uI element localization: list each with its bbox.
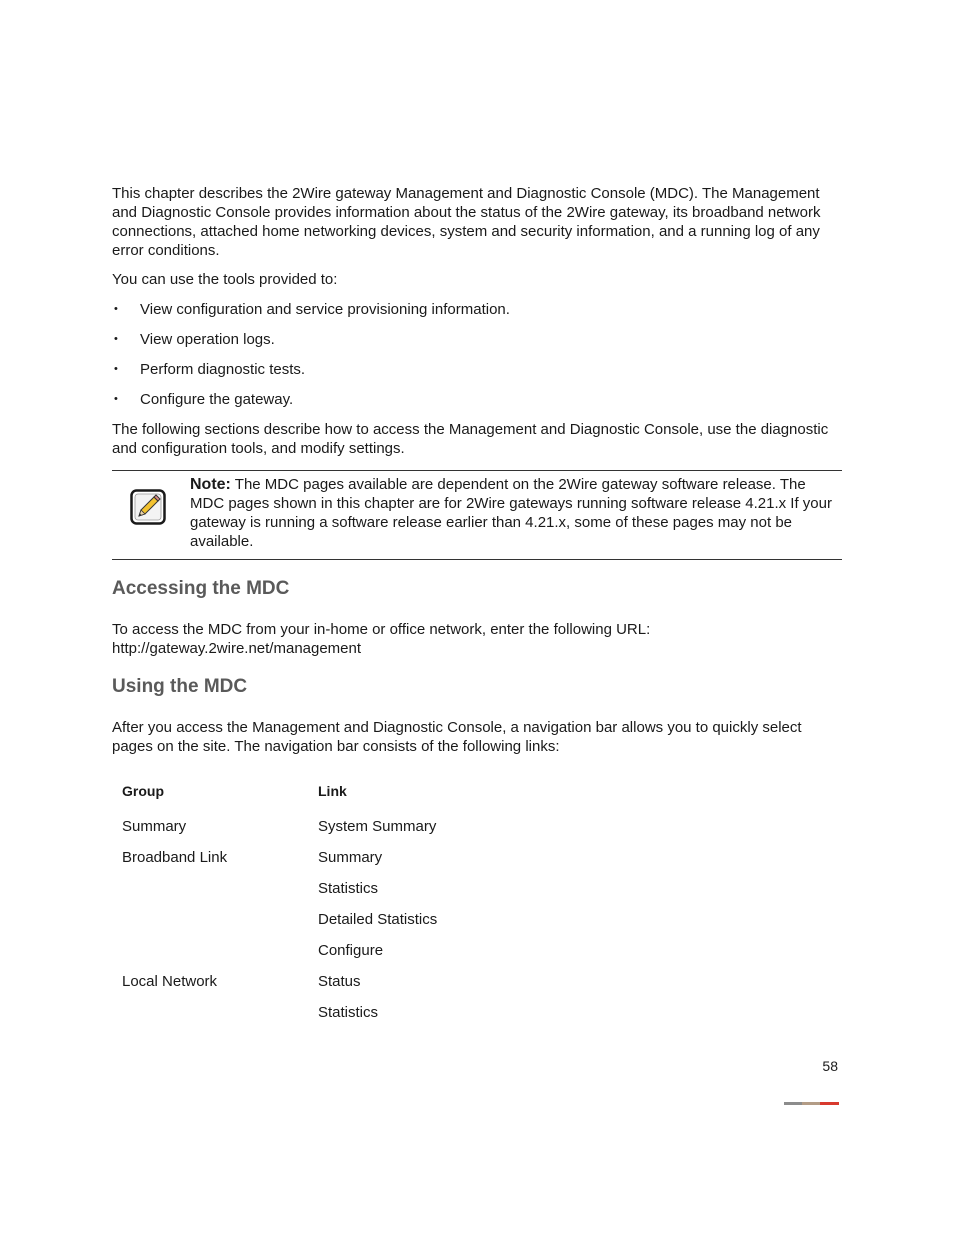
link-cell: Statistics <box>318 880 379 897</box>
table-row <box>112 879 437 910</box>
page-number: 58 <box>822 1058 838 1074</box>
link-cell: Configure <box>318 942 384 959</box>
accessing-text: To access the MDC from your in-home or office network, enter the following URL: <box>112 621 651 638</box>
table-row <box>112 848 437 879</box>
column-header-group: Group <box>122 783 164 799</box>
note-body: The MDC pages available are dependent on the 2Wire gateway software release. The MDC pages shown in this chapter are for 2Wire gateways running software release 4.21.x If your gateway is running a software release earlier than 4.21.x, some of these pages may not be available. <box>190 476 832 550</box>
footer-color-bar <box>784 1102 839 1105</box>
note-text <box>190 475 842 551</box>
footer-bar-tan-segment <box>802 1102 820 1105</box>
table-row <box>112 817 437 848</box>
link-cell: Detailed Statistics <box>318 911 438 928</box>
table-row <box>112 1003 437 1034</box>
group-cell: Local Network <box>122 973 218 990</box>
group-cell <box>112 879 308 910</box>
footer-bar-gray-segment <box>784 1102 802 1105</box>
management-url: http://gateway.2wire.net/management <box>112 640 362 657</box>
using-text: After you access the Management and Diagnostic Console, a navigation bar allows you to quickly select pages on the site. The navigation bar consists of the following links: <box>112 719 802 755</box>
table-row <box>112 941 437 972</box>
list-item: • View configuration and service provisioning information. <box>112 300 842 319</box>
page-content <box>112 184 842 1034</box>
pencil-note-icon <box>130 489 166 525</box>
column-header-link: Link <box>318 783 347 799</box>
footer-bar-red-segment <box>820 1102 839 1105</box>
using-heading: Using the MDC <box>112 676 248 697</box>
link-cell: System Summary <box>318 818 437 835</box>
note-box <box>112 470 842 560</box>
tools-lead: You can use the tools provided to: <box>112 271 338 288</box>
link-cell: Statistics <box>318 1004 379 1021</box>
list-item: • Perform diagnostic tests. <box>112 360 842 379</box>
table-header-row <box>112 782 437 817</box>
group-cell <box>112 1003 308 1034</box>
group-cell <box>112 941 308 972</box>
link-cell: Summary <box>318 849 383 866</box>
link-cell: Status <box>318 973 361 990</box>
group-cell: Broadband Link <box>122 849 228 866</box>
tools-list <box>112 300 842 409</box>
intro-paragraph: This chapter describes the 2Wire gateway Management and Diagnostic Console (MDC). The Management and Diagnostic Console provides information about the status of the 2Wire gateway, its broadband network connections, attached home networking devices, system and security information, and a running log of any error conditions. <box>112 185 821 259</box>
table-row <box>112 972 437 1003</box>
navigation-links-table <box>112 782 437 1034</box>
group-cell <box>112 910 308 941</box>
group-cell: Summary <box>122 818 187 835</box>
following-paragraph: The following sections describe how to access the Management and Diagnostic Console, use the diagnostic and configuration tools, and modify settings. <box>112 421 829 457</box>
table-row <box>112 910 437 941</box>
list-item: • Configure the gateway. <box>112 390 842 409</box>
note-label: Note: <box>190 476 231 493</box>
accessing-heading: Accessing the MDC <box>112 578 290 599</box>
list-item: • View operation logs. <box>112 330 842 349</box>
